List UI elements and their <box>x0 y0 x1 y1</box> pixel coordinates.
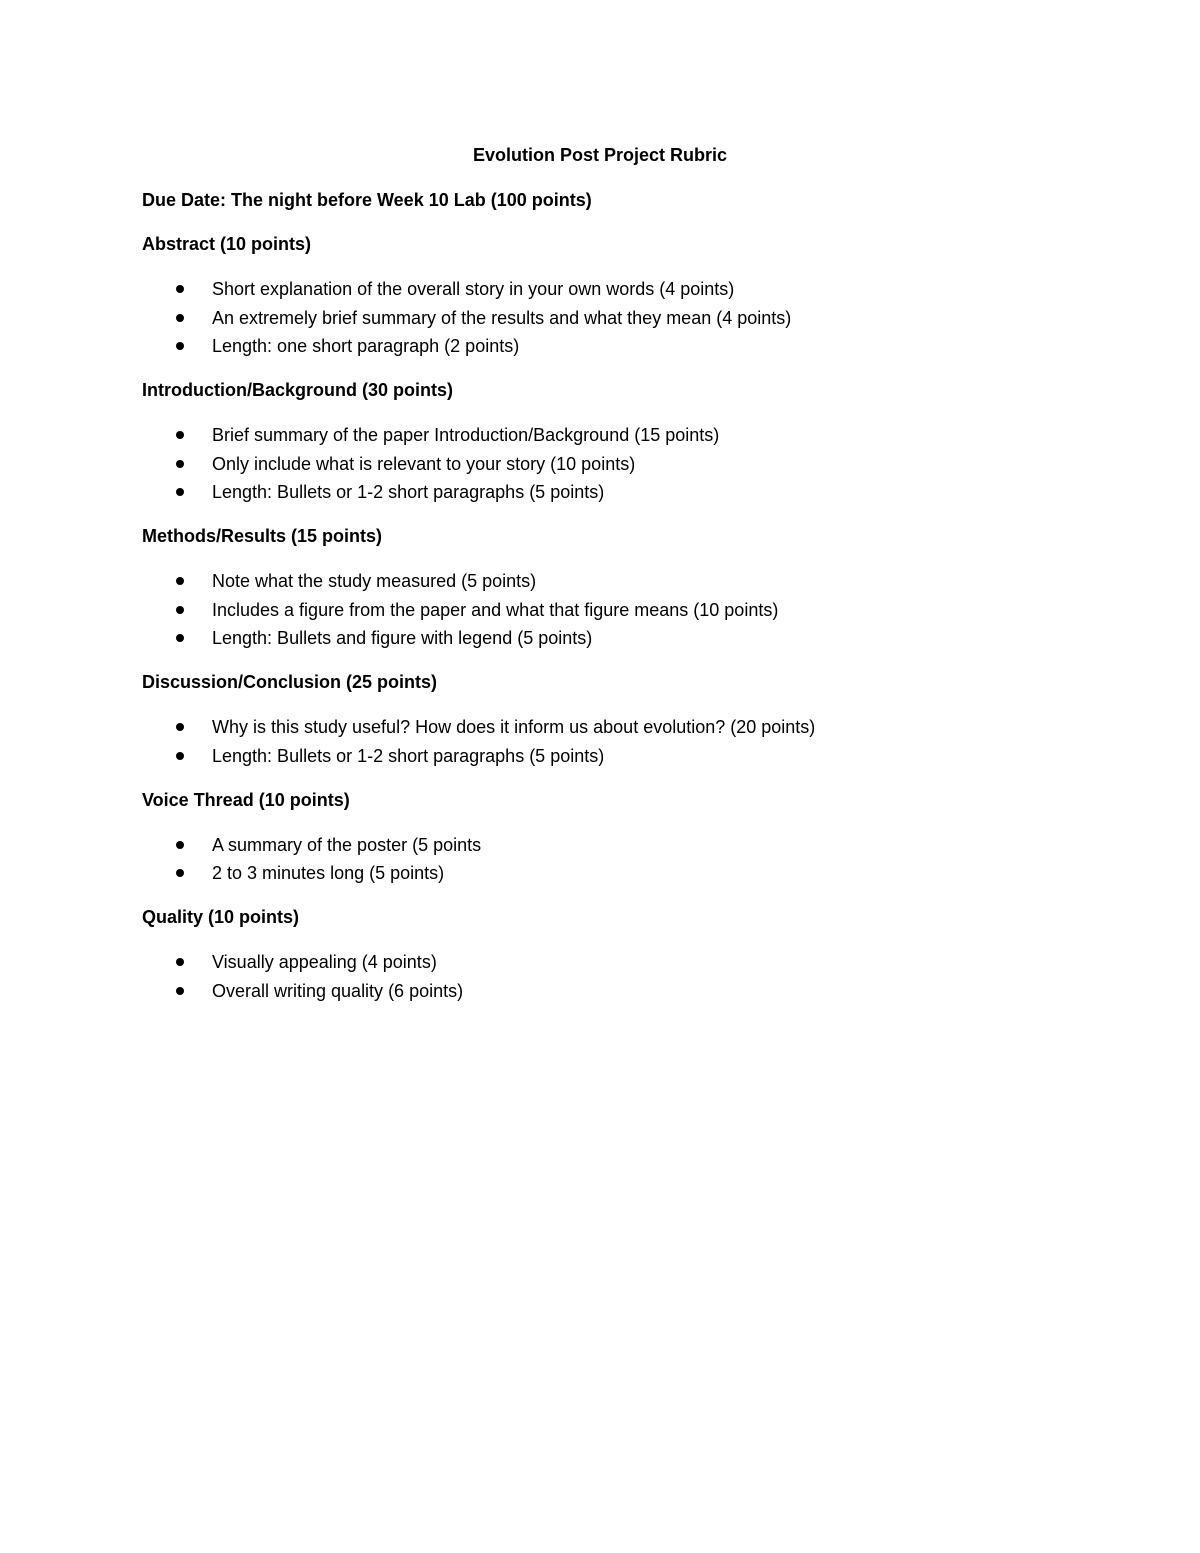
section-heading: Discussion/Conclusion (25 points) <box>142 672 438 692</box>
title-wrap <box>140 143 1060 167</box>
bullet-icon <box>176 488 184 496</box>
list-item <box>142 744 1062 768</box>
list-item-text: Overall writing quality (6 points) <box>212 980 464 1001</box>
section-abstract <box>142 232 1062 358</box>
list-item <box>142 950 1062 974</box>
list-item-text: Length: one short paragraph (2 points) <box>212 336 520 356</box>
section-heading: Voice Thread (10 points) <box>142 789 350 810</box>
section-quality <box>142 905 1062 1003</box>
bullet-icon <box>176 869 184 877</box>
bullet-icon <box>176 987 184 995</box>
list-item-text: Length: Bullets or 1-2 short paragraphs (5 points) <box>212 745 605 766</box>
due-date: Due Date: The night before Week 10 Lab (100 points) <box>142 190 592 210</box>
section-heading: Quality (10 points) <box>142 907 300 927</box>
bullet-icon <box>176 577 184 585</box>
bullet-icon <box>176 460 184 468</box>
bullet-list <box>142 950 1062 1003</box>
section-discussion <box>142 670 1062 768</box>
list-item-text: 2 to 3 minutes long (5 points) <box>212 863 445 883</box>
list-item-text: Visually appealing (4 points) <box>212 952 437 972</box>
bullet-icon <box>176 634 184 642</box>
bullet-icon <box>176 285 184 293</box>
bullet-icon <box>176 841 184 849</box>
list-item-text: A summary of the poster (5 points <box>212 834 482 855</box>
list-item-text: Includes a figure from the paper and what that figure means (10 points) <box>212 599 779 620</box>
list-item <box>142 861 1062 885</box>
section-heading: Abstract (10 points) <box>142 234 312 254</box>
bullet-icon <box>176 752 184 760</box>
bullet-icon <box>176 958 184 966</box>
section-voice-thread <box>142 788 1062 886</box>
list-item <box>142 334 1062 358</box>
bullet-list <box>142 423 1062 504</box>
section-methods <box>142 524 1062 650</box>
list-item <box>142 626 1062 650</box>
section-heading: Methods/Results (15 points) <box>142 526 383 546</box>
bullet-icon <box>176 342 184 350</box>
section-introduction <box>142 378 1062 504</box>
bullet-icon <box>176 606 184 614</box>
list-item <box>142 423 1062 447</box>
list-item-text: Why is this study useful? How does it inform us about evolution? (20 points) <box>212 717 816 737</box>
list-item-text: Length: Bullets or 1-2 short paragraphs (5 points) <box>212 482 605 502</box>
bullet-icon <box>176 314 184 322</box>
list-item-text: Brief summary of the paper Introduction/Background (15 points) <box>212 425 720 445</box>
list-item <box>142 833 1062 857</box>
list-item-text: Only include what is relevant to your story (10 points) <box>212 453 636 474</box>
list-item <box>142 715 1062 739</box>
document-title: Evolution Post Project Rubric <box>472 145 728 165</box>
list-item <box>142 979 1062 1003</box>
document-body <box>142 143 1062 1023</box>
list-item <box>142 569 1062 593</box>
list-item <box>142 598 1062 622</box>
list-item-text: Note what the study measured (5 points) <box>212 571 537 591</box>
bullet-icon <box>176 431 184 439</box>
list-item-text: An extremely brief summary of the results and what they mean (4 points) <box>212 307 792 328</box>
bullet-list <box>142 715 1062 768</box>
list-item <box>142 306 1062 330</box>
list-item-text: Short explanation of the overall story in your own words (4 points) <box>212 279 735 299</box>
bullet-list <box>142 277 1062 358</box>
bullet-icon <box>176 723 184 731</box>
list-item-text: Length: Bullets and figure with legend (5 points) <box>212 628 593 648</box>
list-item <box>142 480 1062 504</box>
bullet-list <box>142 833 1062 886</box>
section-heading: Introduction/Background (30 points) <box>142 380 453 400</box>
list-item <box>142 277 1062 301</box>
list-item <box>142 452 1062 476</box>
bullet-list <box>142 569 1062 650</box>
